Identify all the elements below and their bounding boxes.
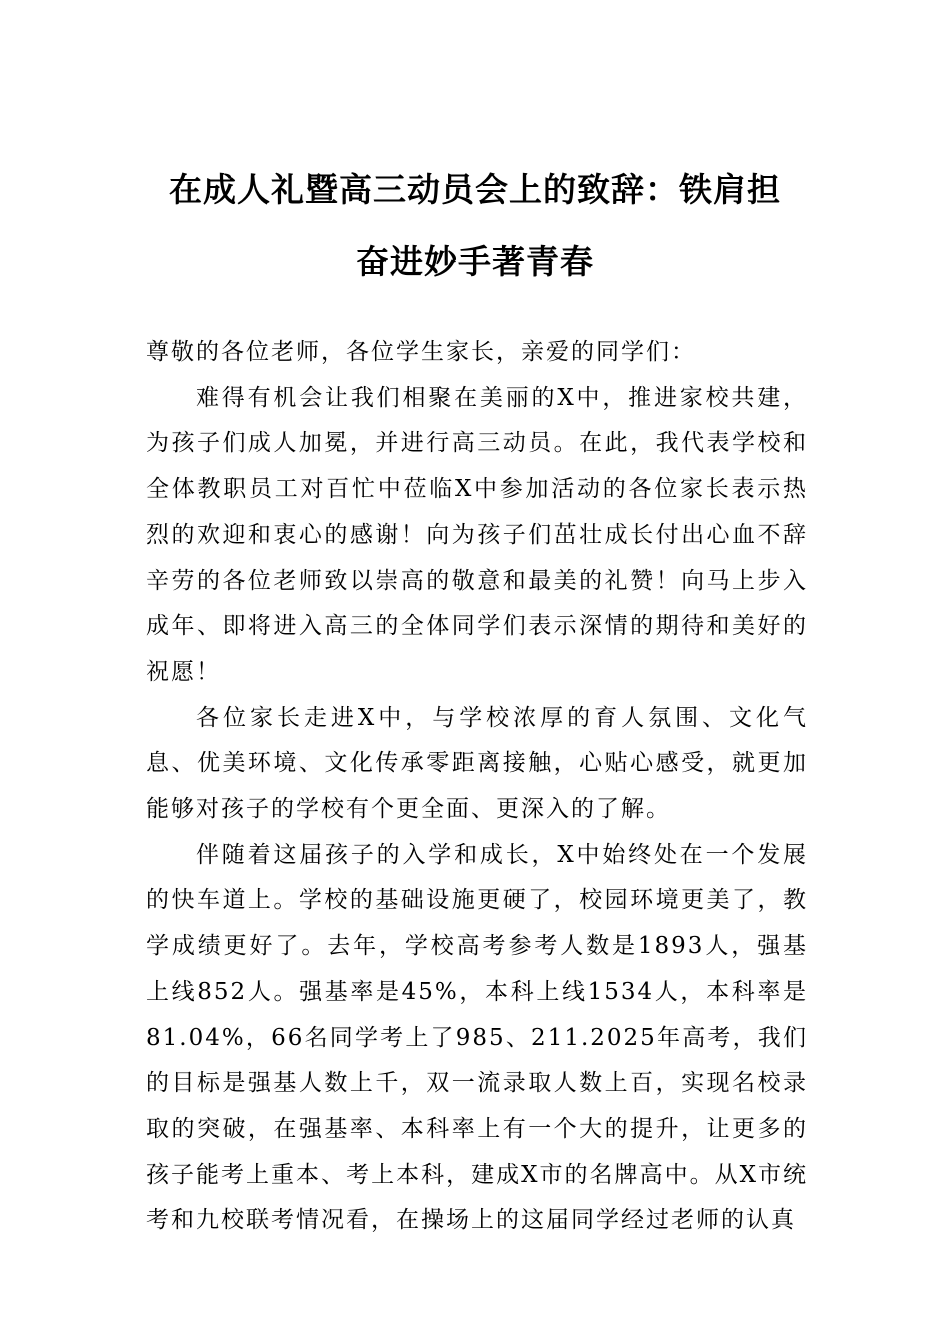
title-line-1: 在成人礼暨高三动员会上的致辞：铁肩担 bbox=[169, 170, 781, 209]
document-body bbox=[146, 330, 808, 1244]
document-title bbox=[130, 154, 820, 298]
title-line-2: 奋进妙手著青春 bbox=[356, 242, 594, 281]
paragraph-3: 伴随着这届孩子的入学和成长，X中始终处在一个发展的快车道上。学校的基础设施更硬了，校园环境更美了，教学成绩更好了。去年，学校高考参考人数是1893人，强基上线852人。强基率是45%，本科上线1534人，本科率是81.04%，66名同学考上了985、211.2025年高考，我们的目标是强基人数上千，双一流录取人数上百，实现名校录取的突破，在强基率、本科率上有一个大的提升，让更多的孩子能考上重本、考上本科，建成X市的名牌高中。从X市统考和九校联考情况看，在操场上的这届同学经过老师的认真 bbox=[146, 841, 808, 1234]
paragraph-1: 难得有机会让我们相聚在美丽的X中，推进家校共建，为孩子们成人加冕，并进行高三动员。在此，我代表学校和全体教职员工对百忙中莅临X中参加活动的各位家长表示热烈的欢迎和衷心的感谢！向为孩子们茁壮成长付出心血不辞辛劳的各位老师致以崇高的敬意和最美的礼赞！向马上步入成年、即将进入高三的全体同学们表示深情的期待和美好的祝愿！ bbox=[146, 384, 808, 685]
salutation: 尊敬的各位老师，各位学生家长，亲爱的同学们： bbox=[146, 339, 696, 365]
paragraph-2: 各位家长走进X中，与学校浓厚的育人氛围、文化气息、优美环境、文化传承零距离接触，心贴心感受，就更加能够对孩子的学校有个更全面、更深入的了解。 bbox=[146, 704, 808, 823]
